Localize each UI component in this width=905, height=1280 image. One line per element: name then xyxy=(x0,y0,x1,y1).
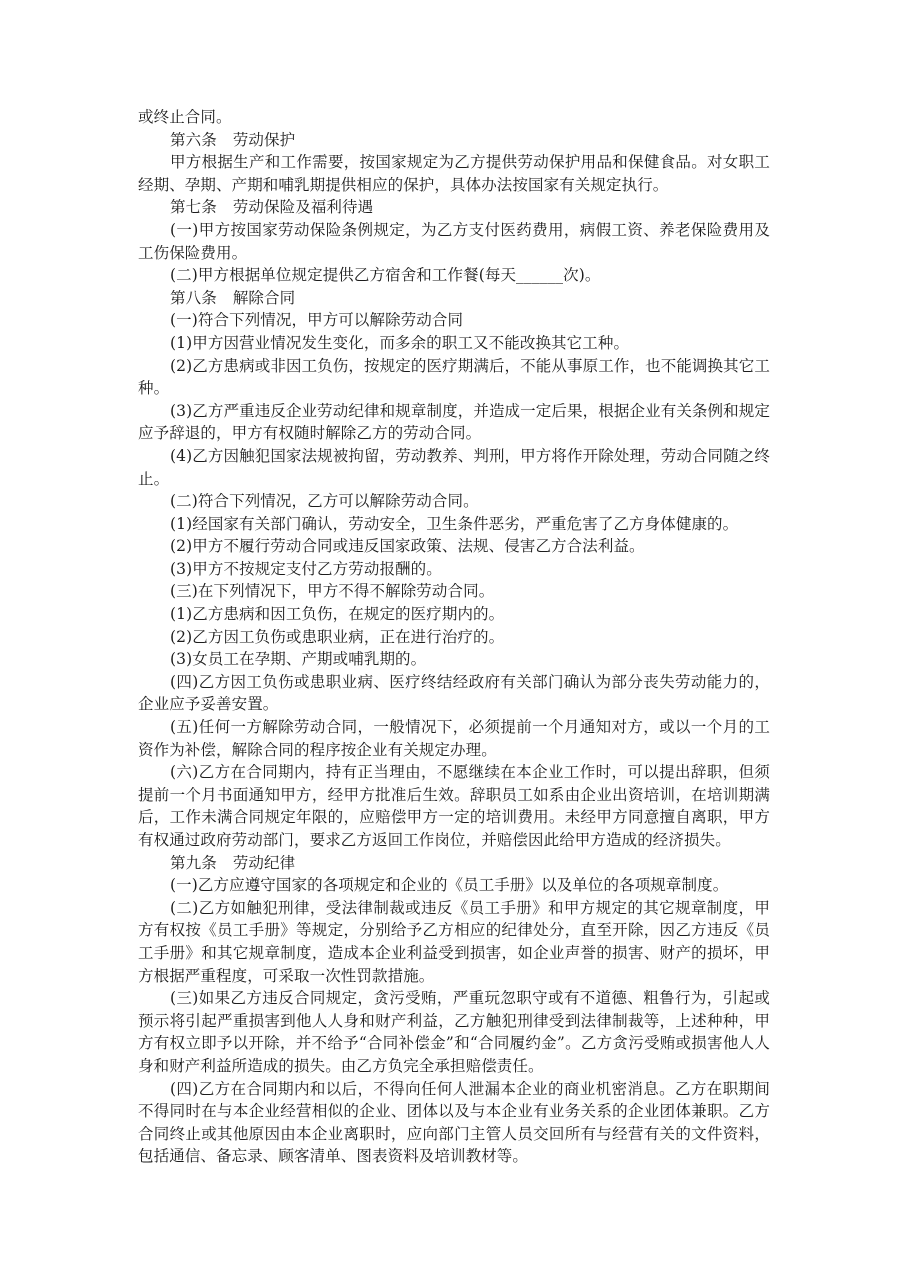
article-number: 第九条 xyxy=(170,853,217,872)
paragraph: (一)乙方应遵守国家的各项规定和企业的《员工手册》以及单位的各项规章制度。 xyxy=(170,876,729,895)
paragraph: (2)甲方不履行劳动合同或违反国家政策、法规、侵害乙方合法利益。 xyxy=(170,537,645,556)
paragraph: (一)甲方按国家劳动保险条例规定，为乙方支付医药费用，病假工资、养老保险费用及工伤保险费用。 xyxy=(138,220,770,262)
article-title: 解除合同 xyxy=(232,288,296,307)
paragraph: 或终止合同。 xyxy=(138,108,232,126)
article-number: 第六条 xyxy=(170,130,217,149)
article-heading xyxy=(138,129,770,152)
paragraph: (三)如果乙方违反合同规定，贪污受贿，严重玩忽职守或有不道德、粗鲁行为，引起或预示将引起严重损害到他人人身和财产利益，乙方触犯刑律受到法律制裁等，上述种种，甲方有权立即予以开除，并不给予“合同补偿金”和“合同履约金”。乙方贪污受贿或损害他人人身和财产利益所造成的损失。由乙方负完全承担赔偿责任。 xyxy=(138,989,770,1075)
article-number: 第八条 xyxy=(170,288,217,307)
paragraph: (2)乙方因工负伤或患职业病，正在进行治疗的。 xyxy=(170,627,505,646)
paragraph: 甲方根据生产和工作需要，按国家规定为乙方提供劳动保护用品和保健食品。对女职工经期、孕期、产期和哺乳期提供相应的保护，具体办法按国家有关规定执行。 xyxy=(138,153,770,194)
paragraph: (二)甲方根据单位规定提供乙方宿舍和工作餐(每天______次)。 xyxy=(170,266,601,285)
paragraph: (3)女员工在孕期、产期或哺乳期的。 xyxy=(170,650,427,669)
paragraph: (2)乙方患病或非因工负伤，按规定的医疗期满后，不能从事原工作，也不能调换其它工种。 xyxy=(138,356,770,398)
paragraph: (六)乙方在合同期内，持有正当理由，不愿继续在本企业工作时，可以提出辞职，但须提前一个月书面通知甲方，经甲方批准后生效。辞职员工如系由企业出资培训，在培训期满后，工作未满合同规定年限的，应赔偿甲方一定的培训费用。未经甲方同意擅自离职，甲方有权通过政府劳动部门，要求乙方返回工作岗位，并赔偿因此给甲方造成的经济损失。 xyxy=(138,763,770,849)
paragraph: (三)在下列情况下，甲方不得不解除劳动合同。 xyxy=(170,582,495,601)
paragraph: (3)乙方严重违反企业劳动纪律和规章制度，并造成一定后果，根据企业有关条例和规定应予辞退的，甲方有权随时解除乙方的劳动合同。 xyxy=(138,401,770,443)
paragraph: (1)经国家有关部门确认，劳动安全，卫生条件恶劣，严重危害了乙方身体健康的。 xyxy=(170,514,739,533)
paragraph: (五)任何一方解除劳动合同，一般情况下，必须提前一个月通知对方，或以一个月的工资作为补偿，解除合同的程序按企业有关规定办理。 xyxy=(138,718,770,759)
paragraph: (四)乙方因工负伤或患职业病、医疗终结经政府有关部门确认为部分丧失劳动能力的，企业应予妥善安置。 xyxy=(138,672,770,714)
paragraph: (一)符合下列情况，甲方可以解除劳动合同 xyxy=(170,311,464,330)
article-number: 第七条 xyxy=(170,198,217,217)
article-title: 劳动保护 xyxy=(232,130,296,149)
paragraph: (二)乙方如触犯刑律，受法律制裁或违反《员工手册》和甲方规定的其它规章制度，甲方有权按《员工手册》等规定，分别给予乙方相应的纪律处分，直至开除，因乙方违反《员工手册》和其它规章制度，造成本企业利益受到损害，如企业声誉的损害、财产的损坏，甲方根据严重程度，可采取一次性罚款措施。 xyxy=(138,898,770,985)
paragraph: (1)乙方患病和因工负伤，在规定的医疗期内的。 xyxy=(170,605,505,624)
article-heading xyxy=(138,287,770,310)
article-heading xyxy=(138,852,770,875)
paragraph: (4)乙方因触犯国家法规被拘留，劳动教养、判刑，甲方将作开除处理，劳动合同随之终止。 xyxy=(138,446,770,488)
article-heading xyxy=(138,196,770,219)
paragraph: (二)符合下列情况，乙方可以解除劳动合同。 xyxy=(170,492,479,511)
paragraph: (3)甲方不按规定支付乙方劳动报酬的。 xyxy=(170,559,442,578)
paragraph: (1)甲方因营业情况发生变化，而多余的职工又不能改换其它工种。 xyxy=(170,333,630,352)
paragraph: (四)乙方在合同期内和以后，不得向任何人泄漏本企业的商业机密消息。乙方在职期间不得同时在与本企业经营相似的企业、团体以及与本企业有业务关系的企业团体兼职。乙方合同终止或其他原因由本企业离职时，应向部门主管人员交回所有与经营有关的文件资料，包括通信、备忘录、顾客清单、图表资料及培训教材等。 xyxy=(138,1079,770,1166)
article-title: 劳动保险及福利待遇 xyxy=(232,198,374,217)
article-title: 劳动纪律 xyxy=(232,853,296,872)
document-page xyxy=(138,106,770,1168)
